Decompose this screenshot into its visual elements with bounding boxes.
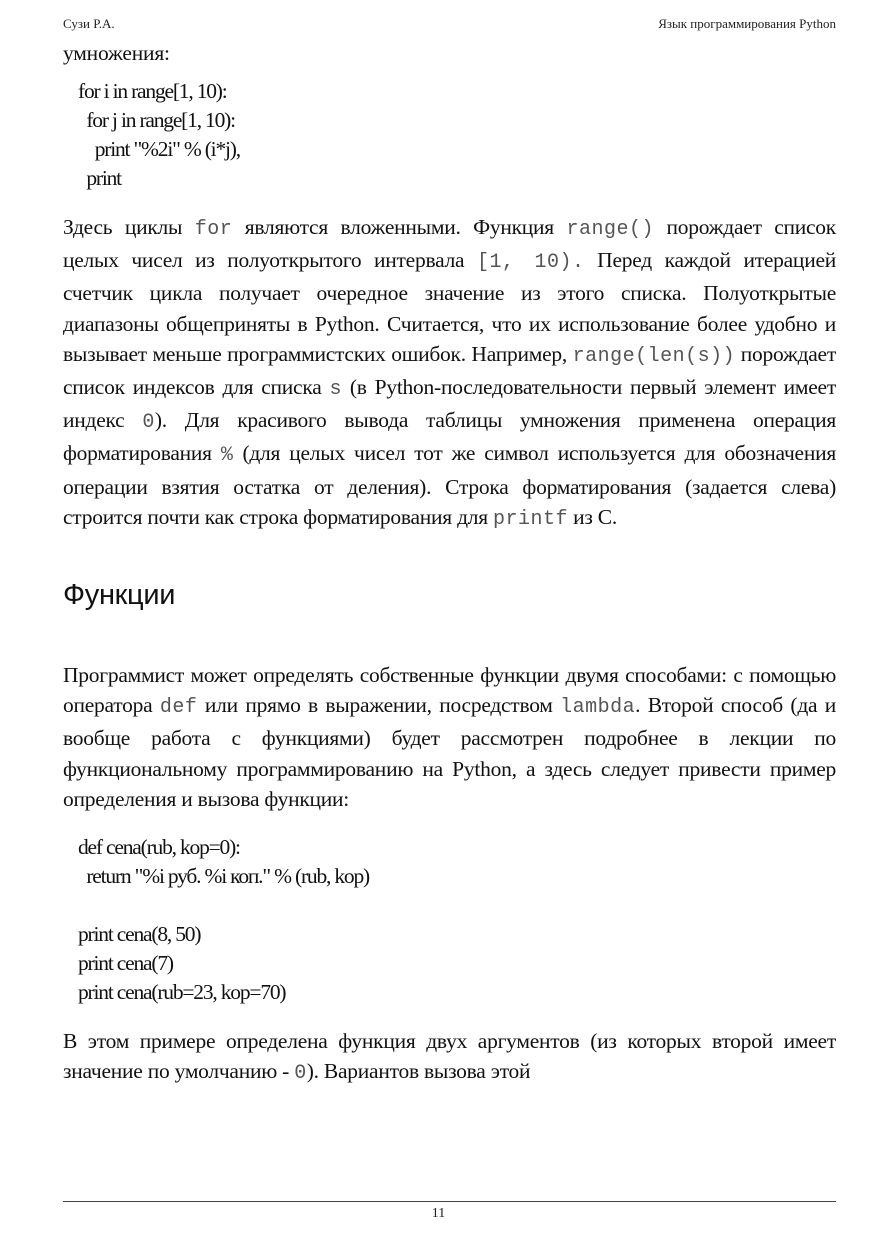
code-block-loops: [63, 77, 836, 193]
code-line: print: [78, 166, 121, 190]
code-line: [78, 891, 836, 920]
inline-code: range(): [566, 218, 654, 241]
page-body: [63, 38, 836, 1089]
inline-code: lambda: [560, 696, 636, 720]
inline-code: %: [220, 444, 234, 468]
inline-code: def: [159, 696, 198, 720]
paragraph-loops: Здесь циклы for являются вложенными. Функция range() порождает список целых чисел из полуоткрытого интервала [1, 10). Перед каждой итерацией счетчик цикла получает очередное значение из этого списка. Полуоткрытые диапазоны общеприняты в Python. Считается, что их использование более удобно и вызывает меньше программистских ошибок. Например, range(len(s)) порождает список индексов для списка s (в Python-последовательности первый элемент имеет индекс 0). Для красивого вывода таблицы умножения применена операция форматирования % (для целых чисел тот же символ используется для обозначения операции взятия остатка от деления). Строка форматирования (задается слева) строится почти как строка форматирования для printf из C.: [63, 215, 837, 531]
code-line: for i in range[1, 10):: [78, 79, 227, 103]
code-line: def cena(rub, kop=0):: [78, 835, 240, 860]
inline-code: for: [194, 218, 233, 241]
inline-code: range(len(s)): [572, 344, 736, 368]
footer-rule: [63, 1201, 836, 1202]
code-line: print cena(7): [78, 951, 173, 976]
paragraph-functions: Программист может определять собственные функции двумя способами: с помощью оператора def или прямо в выражении, посредством lambda. Второй способ (да и вообще работа с функциями) будет рассмотрен подробнее в лекции по функциональному программированию на Python, а здесь следует привести пример определения и вызова функции:: [63, 663, 837, 811]
code-line: print cena(8, 50): [78, 922, 201, 947]
inline-code: [1, 10).: [476, 251, 585, 275]
code-line: print "%2i" % (i*j),: [78, 137, 240, 161]
top-fragment: умножения:: [63, 41, 170, 65]
code-block-function: [63, 833, 836, 1007]
header-title: Язык программирования Python: [658, 16, 836, 31]
code-line: return "%i руб. %i коп." % (rub, kop): [78, 864, 369, 889]
code-line: for j in range[1, 10):: [78, 108, 235, 132]
inline-code: 0: [294, 1062, 307, 1086]
code-line: print cena(rub=23, kop=70): [78, 980, 286, 1005]
paragraph-example: В этом примере определена функция двух аргументов (из которых второй имеет значение по умолчанию - 0). Вариантов вызова этой: [63, 1029, 836, 1086]
page-number: 11: [431, 1206, 446, 1221]
section-title: Функции: [63, 579, 176, 612]
header-author: Сузи Р.А.: [63, 16, 115, 31]
inline-code: s: [329, 378, 342, 402]
inline-code: printf: [493, 507, 569, 531]
inline-code: 0: [142, 411, 155, 435]
